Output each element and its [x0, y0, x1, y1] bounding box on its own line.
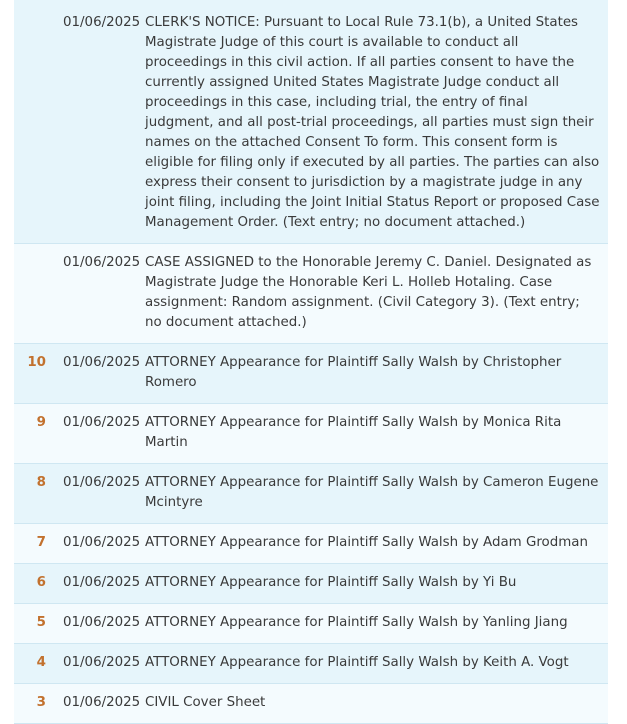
entry-date: 01/06/2025	[63, 15, 141, 30]
docket-entry-row	[14, 644, 608, 684]
docket-entry-row	[14, 684, 608, 724]
docket-entry-row	[14, 344, 608, 404]
entry-text: ATTORNEY Appearance for Plaintiff Sally Walsh by Christopher Romero	[145, 355, 562, 390]
entry-number-link[interactable]: 9	[36, 415, 46, 430]
docket-entry-row	[14, 464, 608, 524]
entry-date: 01/06/2025	[63, 475, 141, 490]
entry-date: 01/06/2025	[63, 355, 141, 370]
entry-text: CIVIL Cover Sheet	[145, 695, 266, 710]
entry-date: 01/06/2025	[63, 695, 141, 710]
docket-entry-row	[14, 564, 608, 604]
entry-text: ATTORNEY Appearance for Plaintiff Sally Walsh by Yi Bu	[145, 575, 517, 590]
docket-entry-row	[14, 244, 608, 344]
entry-date: 01/06/2025	[63, 255, 141, 270]
docket-entry-row	[14, 404, 608, 464]
entry-text: ATTORNEY Appearance for Plaintiff Sally Walsh by Yanling Jiang	[145, 615, 568, 630]
entry-date: 01/06/2025	[63, 575, 141, 590]
entry-number-link[interactable]: 10	[27, 355, 46, 370]
entry-number-link[interactable]: 8	[36, 475, 46, 490]
entry-text: ATTORNEY Appearance for Plaintiff Sally Walsh by Keith A. Vogt	[145, 655, 569, 670]
entry-text: CASE ASSIGNED to the Honorable Jeremy C. Daniel. Designated as Magistrate Judge the Honorable Keri L. Holleb Hotaling. Case assignment: Random assignment. (Civil Category 3). (Text entry; no document attached.)	[145, 255, 592, 330]
docket-entry-row	[14, 604, 608, 644]
entry-text: ATTORNEY Appearance for Plaintiff Sally Walsh by Adam Grodman	[145, 535, 588, 550]
entry-text: ATTORNEY Appearance for Plaintiff Sally Walsh by Monica Rita Martin	[145, 415, 562, 450]
docket-entry-row	[14, 0, 608, 244]
entry-date: 01/06/2025	[63, 415, 141, 430]
entry-number-link[interactable]: 3	[36, 695, 46, 710]
entry-date: 01/06/2025	[63, 655, 141, 670]
entry-text: ATTORNEY Appearance for Plaintiff Sally Walsh by Cameron Eugene Mcintyre	[145, 475, 599, 510]
entry-number-link[interactable]: 7	[36, 535, 46, 550]
entry-number-link[interactable]: 4	[36, 655, 46, 670]
entry-number-link[interactable]: 5	[36, 615, 46, 630]
docket-entry-row	[14, 524, 608, 564]
entry-number-link[interactable]: 6	[36, 575, 46, 590]
docket-entries-table	[14, 0, 608, 724]
entry-date: 01/06/2025	[63, 535, 141, 550]
entry-date: 01/06/2025	[63, 615, 141, 630]
entry-text: CLERK'S NOTICE: Pursuant to Local Rule 73.1(b), a United States Magistrate Judge of this court is available to conduct all proceedings in this civil action. If all parties consent to have the currently assigned United States Magistrate Judge conduct all proceedings in this case, including trial, the entry of final judgment, and all post-trial proceedings, all parties must sign their names on the attached Consent To form. This consent form is eligible for filing only if executed by all parties. The parties can also express their consent to jurisdiction by a magistrate judge in any joint filing, including the Joint Initial Status Report or proposed Case Management Order. (Text entry; no document attached.)	[145, 15, 600, 230]
